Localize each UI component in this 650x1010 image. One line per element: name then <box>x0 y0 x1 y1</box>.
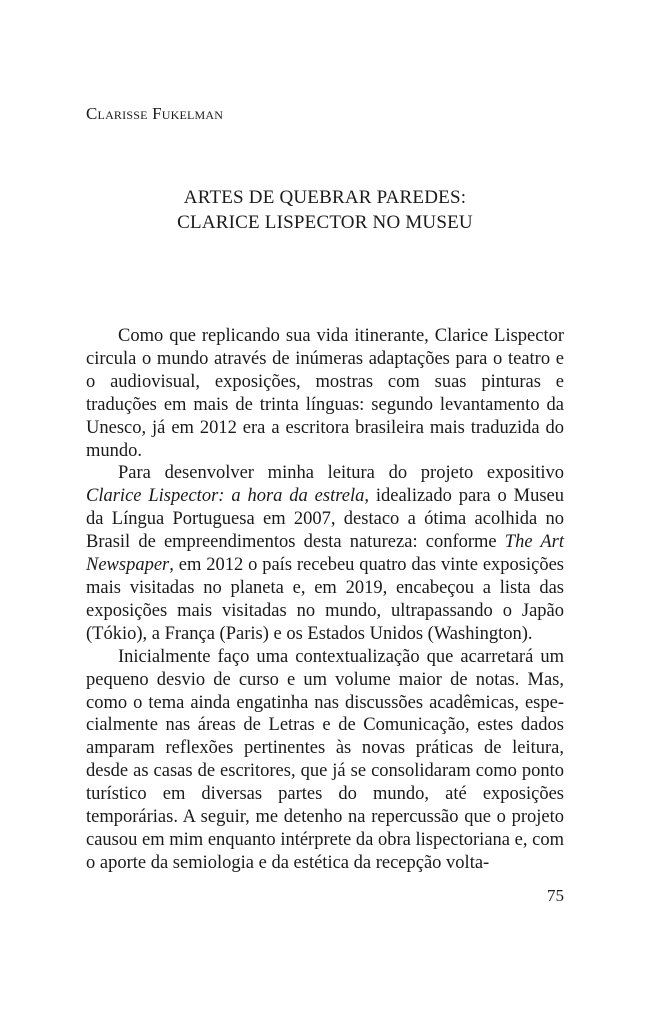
paragraph-2-text-e: , em 2012 o país recebeu quatro das vinte exposições mais visitadas no planeta e, em 2019, encabeçou a lista das exposições mais visitadas no mundo, ultrapassando o Japão (Tókio), a França (Paris) e os Estados Unidos (Washington). <box>86 555 564 644</box>
newspaper-title-italic: The Art Newspaper <box>86 532 564 576</box>
chapter-title-line-1: ARTES DE QUEBRAR PAREDES: <box>183 187 467 208</box>
chapter-title-line-2: CLARICE LISPECTOR NO MUSEU <box>177 212 473 233</box>
paragraph-1: Como que replicando sua vida itinerante, Clarice Lispector circula o mundo através de inúmeras adaptações para o teatro e o audiovisual, exposições, mostras com suas pinturas e traduções em mais de trinta línguas: segundo levantamento da Unesco, já em 2012 era a escritora brasileira mais traduzida do mundo. <box>86 326 564 461</box>
paragraph-2-text-c: , idealizado para o Museu da Língua Portuguesa em 2007, destaco a ótima acolhida no Brasil de empreendimentos desta natureza: conforme <box>86 486 564 553</box>
paragraph-2-text-a: Para desenvolver minha leitura do projeto expositivo <box>118 463 564 484</box>
exhibition-title-italic: Clarice Lispector: a hora da estrela <box>86 486 365 507</box>
page-number: 75 <box>547 886 564 905</box>
paragraph-2 <box>86 462 564 645</box>
body-text <box>86 325 564 875</box>
chapter-title <box>86 185 564 235</box>
running-head-author: Clarisse Fukelman <box>86 104 224 123</box>
paragraph-3: Inicialmente faço uma contextualização que acarretará um pequeno desvio de curso e um volume maior de notas. Mas, como o tema ainda engatinha nas discussões acadêmicas, especialmente nas áreas de Letras e de Comunicação, estes dados amparam reflexões pertinentes às novas práticas de leitura, desde as casas de escritores, que já se consolidaram como ponto turístico em diversas partes do mundo, até exposições temporárias. A seguir, me detenho na repercussão que o projeto causou em mim enquanto intérprete da obra lispectoriana e, com o aporte da semiologia e da estética da recepção volta- <box>86 646 564 873</box>
